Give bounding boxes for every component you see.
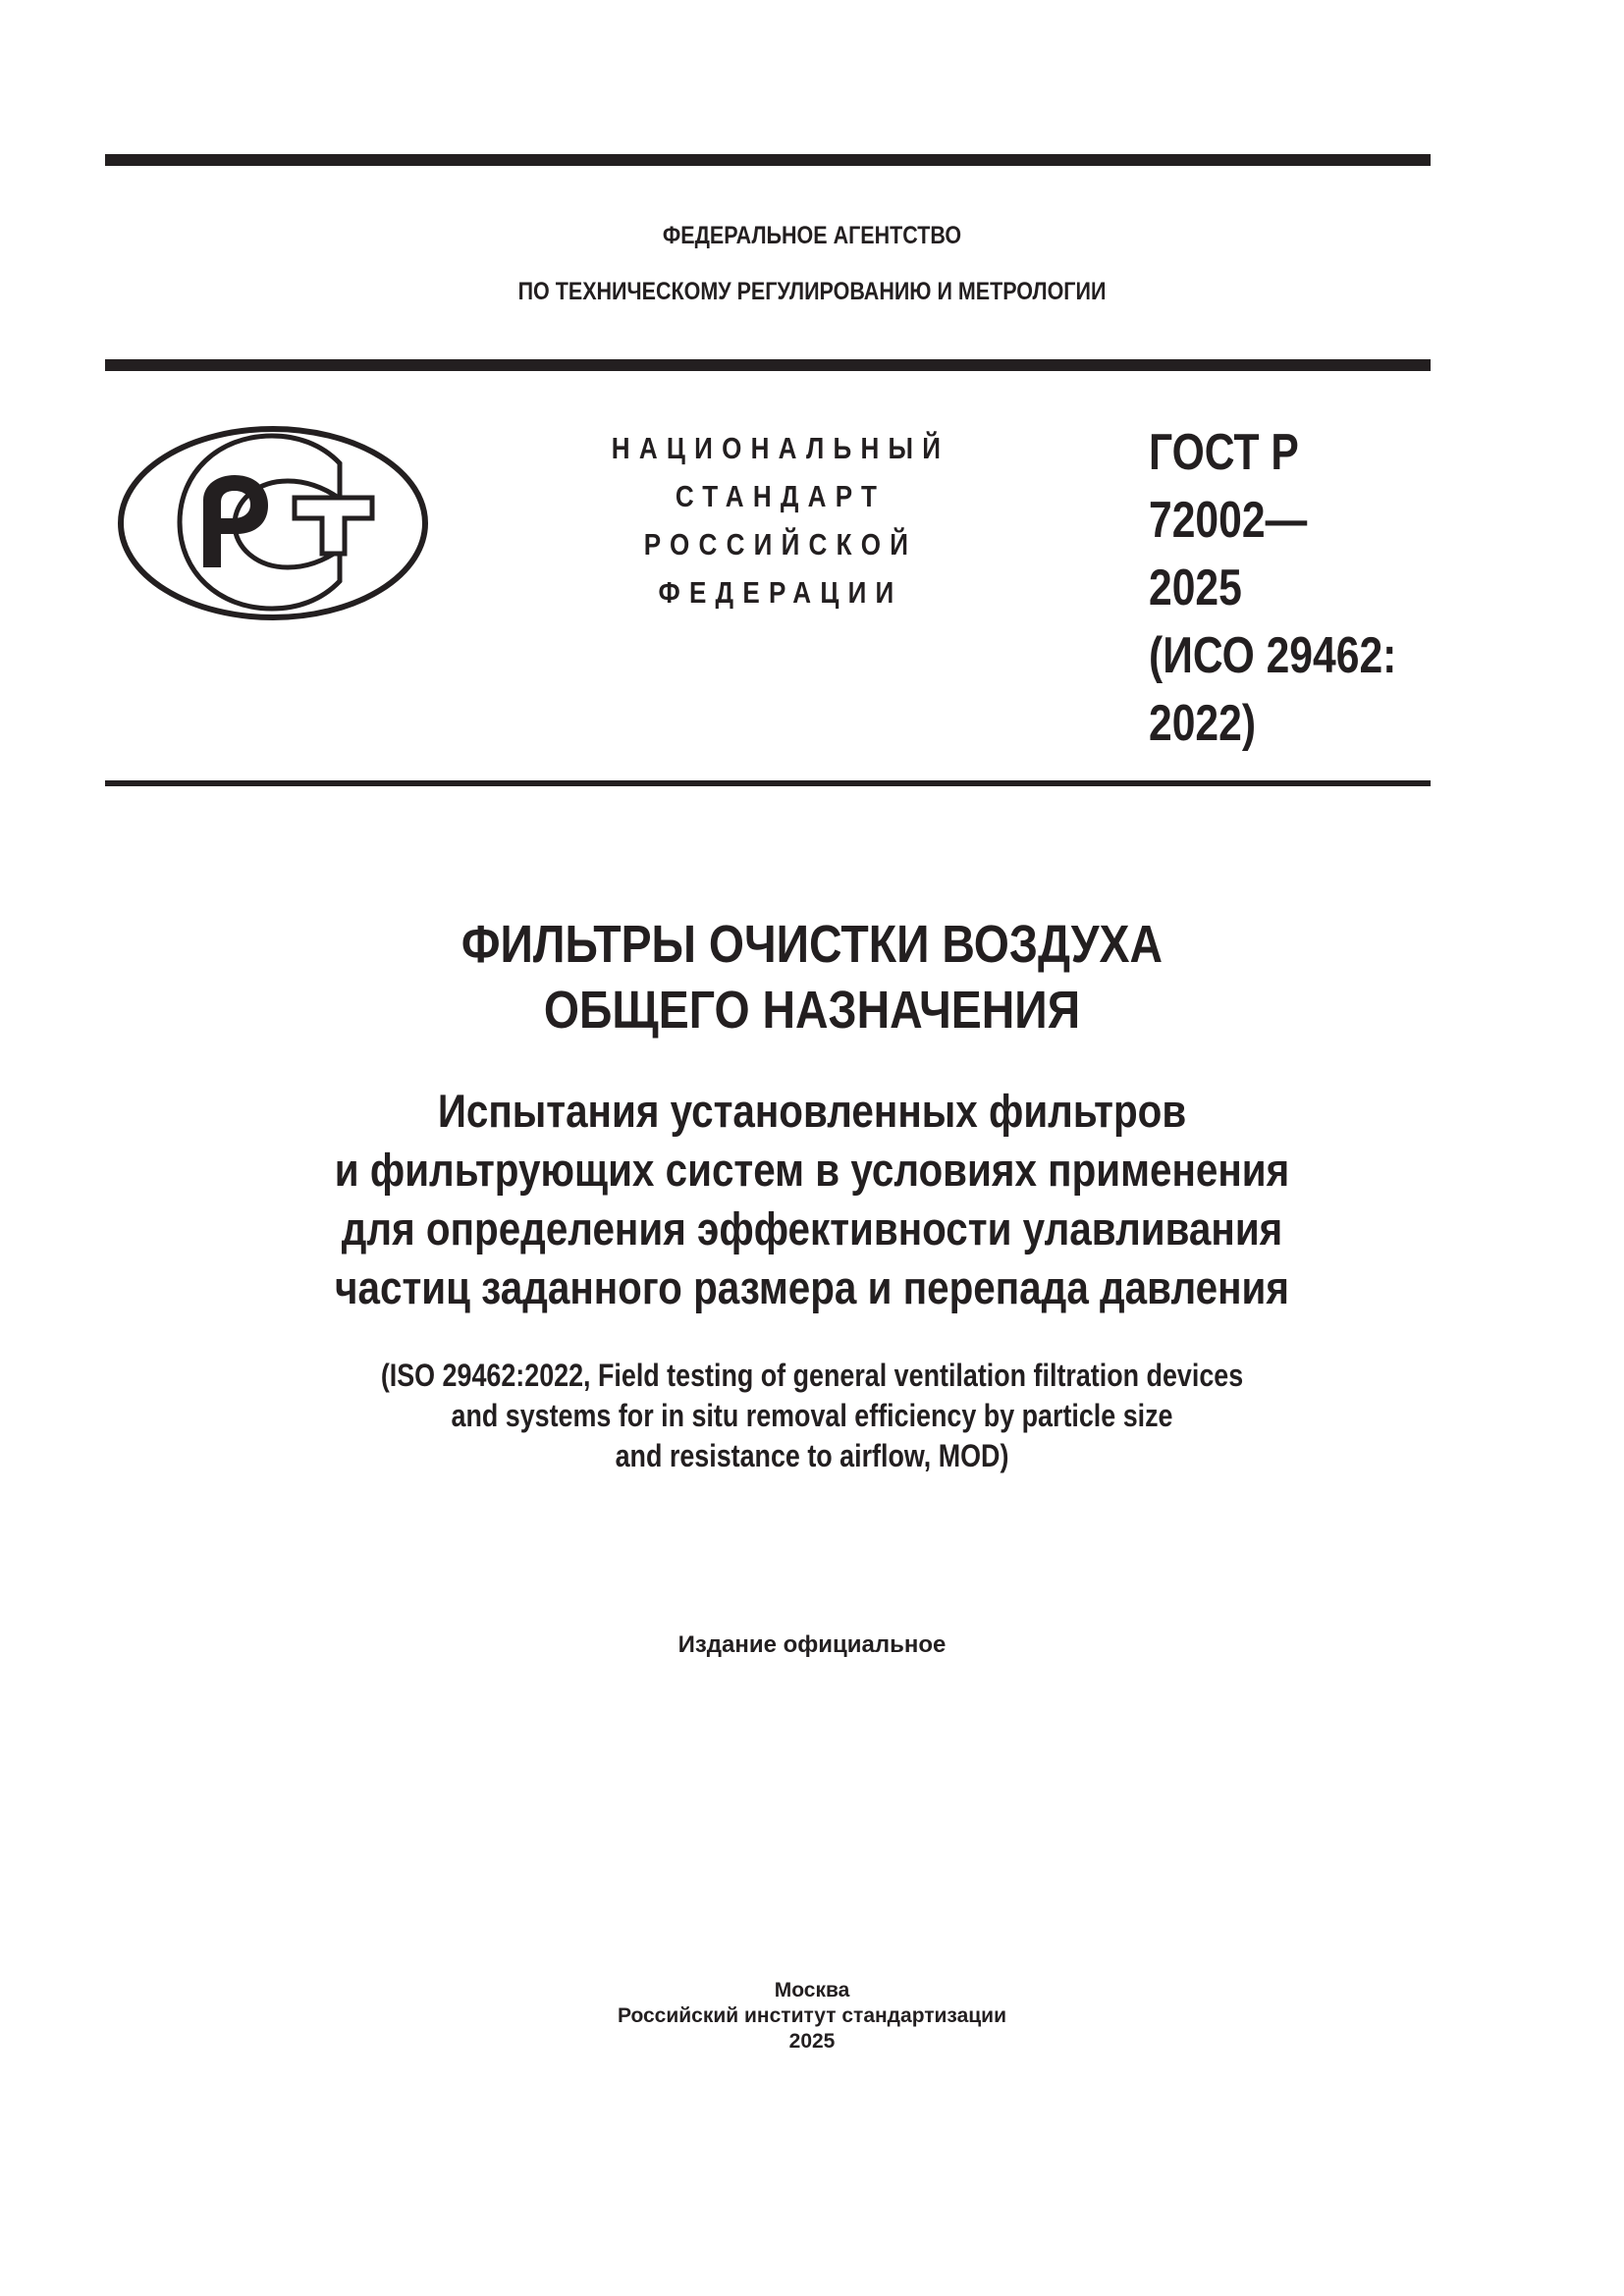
- subtitle-line-3: для определения эффективности улавливания: [341, 1202, 1283, 1255]
- gost-r-rst-mark-icon: [115, 420, 434, 626]
- standard-block-bottom-rule: [105, 780, 1431, 786]
- agency-name: [0, 222, 1624, 250]
- international-standard-reference: [0, 1356, 1624, 1476]
- subtitle-line-1: Испытания установленных фильтров: [437, 1085, 1187, 1137]
- document-subtitle: [0, 1082, 1624, 1317]
- imprint-year: 2025: [788, 2030, 836, 2053]
- national-standard-line-1: НАЦИОНАЛЬНЫЙ: [611, 431, 950, 465]
- intl-line-3: and resistance to airflow, MOD): [615, 1438, 1009, 1473]
- designation-line-2: 72002—: [1149, 492, 1308, 549]
- document-title: [0, 912, 1624, 1043]
- subtitle-line-4: частиц заданного размера и перепада давления: [335, 1261, 1289, 1313]
- imprint-publisher: Российский институт стандартизации: [617, 2004, 1007, 2027]
- designation-line-1: ГОСТ Р: [1149, 424, 1299, 481]
- title-line-1: ФИЛЬТРЫ ОЧИСТКИ ВОЗДУХА: [460, 915, 1164, 974]
- imprint-city: Москва: [774, 1979, 850, 2002]
- designation-line-4: (ИСО 29462:: [1149, 627, 1397, 684]
- designation-line-3: 2025: [1149, 560, 1242, 616]
- header-bottom-rule: [105, 359, 1431, 371]
- intl-line-2: and systems for in situ removal efficiency by particle size: [451, 1398, 1173, 1433]
- top-rule: [105, 154, 1431, 166]
- national-standard-label: [550, 424, 1011, 616]
- intl-line-1: (ISO 29462:2022, Field testing of general ventilation filtration devices: [380, 1358, 1244, 1393]
- standard-designation: [1149, 419, 1451, 758]
- title-line-2: ОБЩЕГО НАЗНАЧЕНИЯ: [543, 981, 1081, 1040]
- agency-line-2: ПО ТЕХНИЧЕСКОМУ РЕГУЛИРОВАНИЮ И МЕТРОЛОГИИ: [517, 278, 1107, 305]
- national-standard-line-2: СТАНДАРТ: [675, 479, 887, 513]
- national-standard-line-3: РОССИЙСКОЙ: [643, 527, 918, 561]
- edition-text: Издание официальное: [677, 1631, 947, 1658]
- edition-label: [0, 1631, 1624, 1659]
- national-standard-line-4: ФЕДЕРАЦИИ: [658, 575, 903, 610]
- subtitle-line-2: и фильтрующих систем в условиях применения: [334, 1144, 1290, 1196]
- agency-name-continued: [0, 278, 1624, 306]
- designation-line-5: 2022): [1149, 695, 1257, 752]
- imprint: [0, 1978, 1624, 2055]
- agency-line-1: ФЕДЕРАЛЬНОЕ АГЕНТСТВО: [662, 222, 962, 249]
